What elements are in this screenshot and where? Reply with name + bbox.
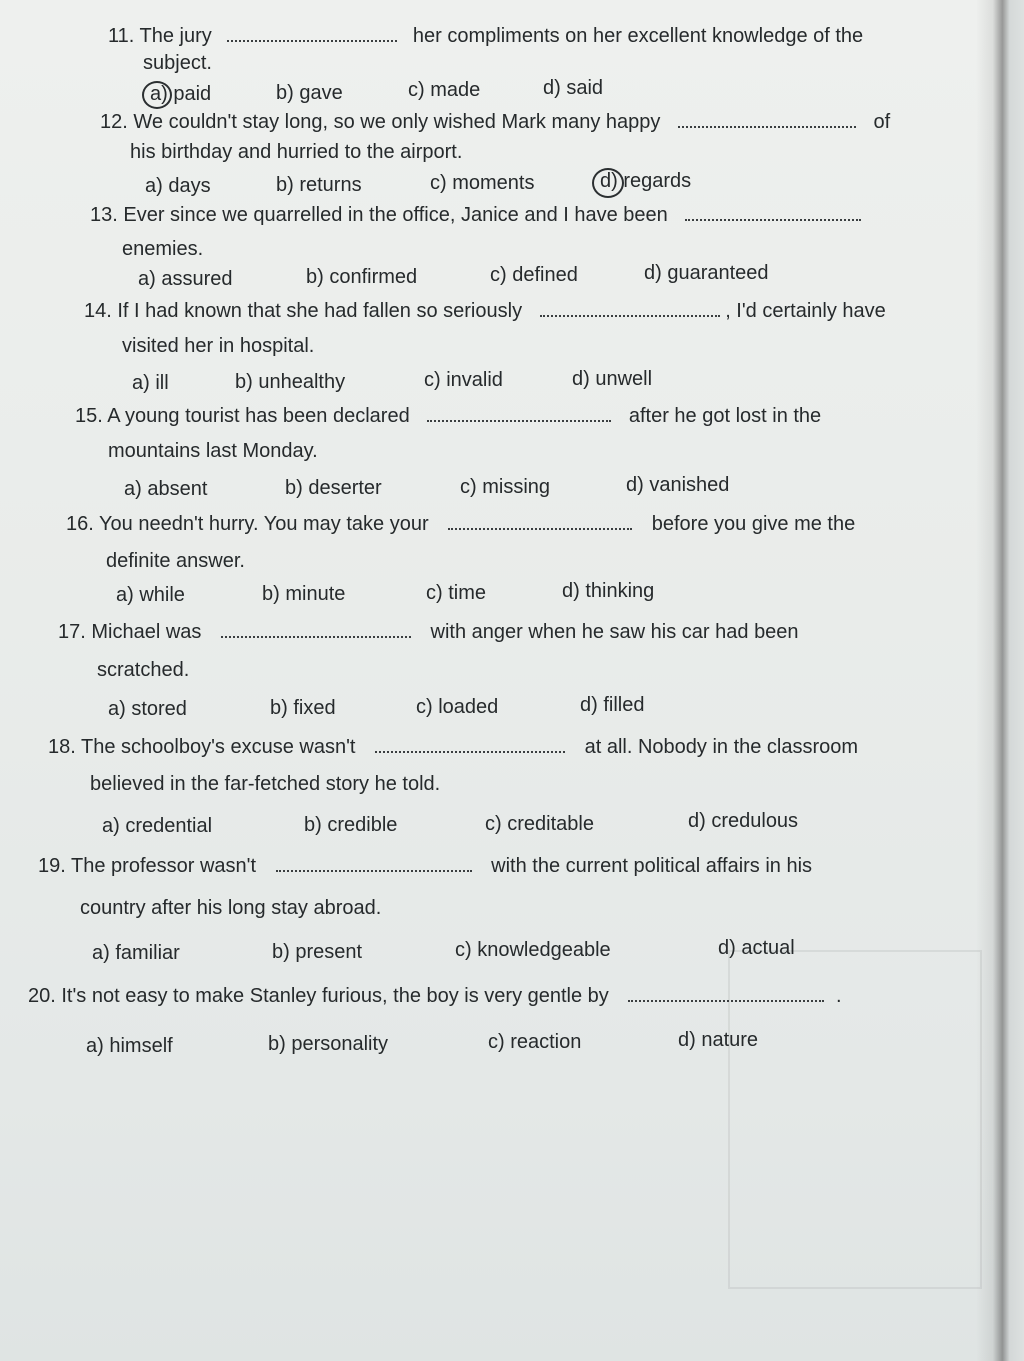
question-11-continuation: subject.: [143, 52, 212, 74]
question-17: [58, 622, 799, 642]
option-d[interactable]: d) filled: [580, 694, 645, 716]
question-16: [66, 514, 855, 534]
question-text-before: The schoolboy's excuse wasn't: [81, 736, 356, 758]
answer-blank[interactable]: [427, 416, 611, 422]
question-11: [108, 26, 863, 46]
option-b[interactable]: b) deserter: [285, 477, 382, 499]
question-17-continuation: scratched.: [97, 659, 190, 681]
question-text-before: It's not easy to make Stanley furious, the boy is very gentle by: [61, 985, 609, 1007]
option-a[interactable]: a) days: [145, 175, 211, 197]
question-text-before: A young tourist has been declared: [107, 405, 410, 427]
question-number: 14.: [84, 300, 112, 322]
option-c[interactable]: c) reaction: [488, 1031, 582, 1053]
option-b[interactable]: b) credible: [304, 814, 398, 836]
option-d[interactable]: d) guaranteed: [644, 262, 769, 284]
option-a[interactable]: a) familiar: [92, 942, 180, 964]
option-b[interactable]: b) personality: [268, 1033, 389, 1055]
option-a[interactable]: a) ill: [132, 372, 169, 394]
question-text-after: at all. Nobody in the classroom: [584, 736, 859, 758]
option-b[interactable]: b) returns: [276, 174, 362, 196]
question-text-before: The jury: [139, 25, 212, 47]
option-b[interactable]: b) unhealthy: [235, 371, 346, 393]
option-b[interactable]: b) minute: [262, 583, 346, 605]
option-b[interactable]: b) confirmed: [306, 266, 418, 288]
question-number: 20.: [28, 985, 56, 1007]
question-number: 15.: [75, 405, 103, 427]
question-16-continuation: definite answer.: [106, 550, 245, 572]
question-number: 17.: [58, 621, 86, 643]
question-14-continuation: visited her in hospital.: [122, 335, 315, 357]
question-19: [38, 856, 812, 876]
question-number: 18.: [48, 736, 76, 758]
question-19-continuation: country after his long stay abroad.: [80, 897, 382, 919]
option-a[interactable]: a) while: [116, 584, 185, 606]
page-edge-shadow: [976, 0, 1024, 1361]
option-d[interactable]: d) credulous: [688, 810, 799, 832]
question-number: 13.: [90, 204, 118, 226]
question-number: 11.: [108, 25, 135, 47]
answer-blank[interactable]: [448, 524, 632, 530]
question-15: [75, 406, 821, 426]
option-c[interactable]: c) defined: [490, 264, 578, 286]
answer-blank[interactable]: [221, 632, 411, 638]
option-c[interactable]: c) moments: [430, 172, 535, 194]
option-b[interactable]: b) fixed: [270, 697, 336, 719]
question-text-before: Michael was: [91, 621, 202, 643]
option-a[interactable]: a) credential: [102, 815, 213, 837]
question-number: 19.: [38, 855, 66, 877]
question-12-continuation: his birthday and hurried to the airport.: [130, 141, 463, 163]
option-a[interactable]: a) assured: [138, 268, 233, 290]
option-c[interactable]: c) missing: [460, 476, 551, 498]
question-text-before: The professor wasn't: [71, 855, 257, 877]
option-c[interactable]: c) loaded: [416, 696, 499, 718]
question-text-before: We couldn't stay long, so we only wished Mark many happy: [133, 111, 661, 133]
option-c[interactable]: c) invalid: [424, 369, 503, 391]
answer-blank[interactable]: [540, 311, 720, 317]
option-a[interactable]: a) stored: [108, 698, 187, 720]
answer-blank[interactable]: [678, 122, 856, 128]
option-c[interactable]: c) time: [426, 582, 486, 604]
question-text-after: after he got lost in the: [628, 405, 822, 427]
question-14: [84, 301, 886, 321]
question-text-after: , I'd certainly have: [725, 300, 886, 322]
question-18-continuation: believed in the far-fetched story he told.: [90, 773, 441, 795]
answer-blank[interactable]: [685, 215, 861, 221]
option-d[interactable]: d) vanished: [626, 474, 730, 496]
option-d[interactable]: d) unwell: [572, 368, 653, 390]
question-text-after: her compliments on her excellent knowledge of the: [412, 25, 864, 47]
option-d[interactable]: d) nature: [678, 1029, 759, 1051]
option-c[interactable]: c) made: [408, 79, 481, 101]
question-20: [28, 986, 842, 1006]
option-a[interactable]: a) paid: [150, 83, 212, 105]
question-text-after: of: [873, 111, 891, 133]
option-a[interactable]: a) absent: [124, 478, 208, 500]
answer-blank[interactable]: [628, 996, 824, 1002]
answer-blank[interactable]: [276, 866, 472, 872]
option-d[interactable]: d) regards: [600, 170, 692, 192]
answer-blank[interactable]: [375, 747, 565, 753]
question-number: 12.: [100, 111, 128, 133]
option-c[interactable]: c) creditable: [485, 813, 594, 835]
option-c[interactable]: c) knowledgeable: [455, 939, 611, 961]
question-13: [90, 205, 861, 225]
question-number: 16.: [66, 513, 94, 535]
question-text-before: Ever since we quarrelled in the office, Janice and I have been: [123, 204, 668, 226]
question-text-before: You needn't hurry. You may take your: [99, 513, 429, 535]
question-text-before: If I had known that she had fallen so seriously: [117, 300, 523, 322]
option-b[interactable]: b) gave: [276, 82, 343, 104]
question-13-continuation: enemies.: [122, 238, 204, 260]
question-text-after: before you give me the: [651, 513, 856, 535]
question-text-after: with anger when he saw his car had been: [430, 621, 799, 643]
question-12: [100, 112, 890, 132]
question-text-after: .: [835, 985, 842, 1007]
question-15-continuation: mountains last Monday.: [108, 440, 318, 462]
option-d[interactable]: d) actual: [718, 937, 795, 959]
option-d[interactable]: d) thinking: [562, 580, 655, 602]
option-b[interactable]: b) present: [272, 941, 363, 963]
question-text-after: with the current political affairs in his: [491, 855, 813, 877]
question-18: [48, 737, 858, 757]
option-a[interactable]: a) himself: [86, 1035, 173, 1057]
option-d[interactable]: d) said: [543, 77, 604, 99]
answer-blank[interactable]: [227, 36, 397, 42]
